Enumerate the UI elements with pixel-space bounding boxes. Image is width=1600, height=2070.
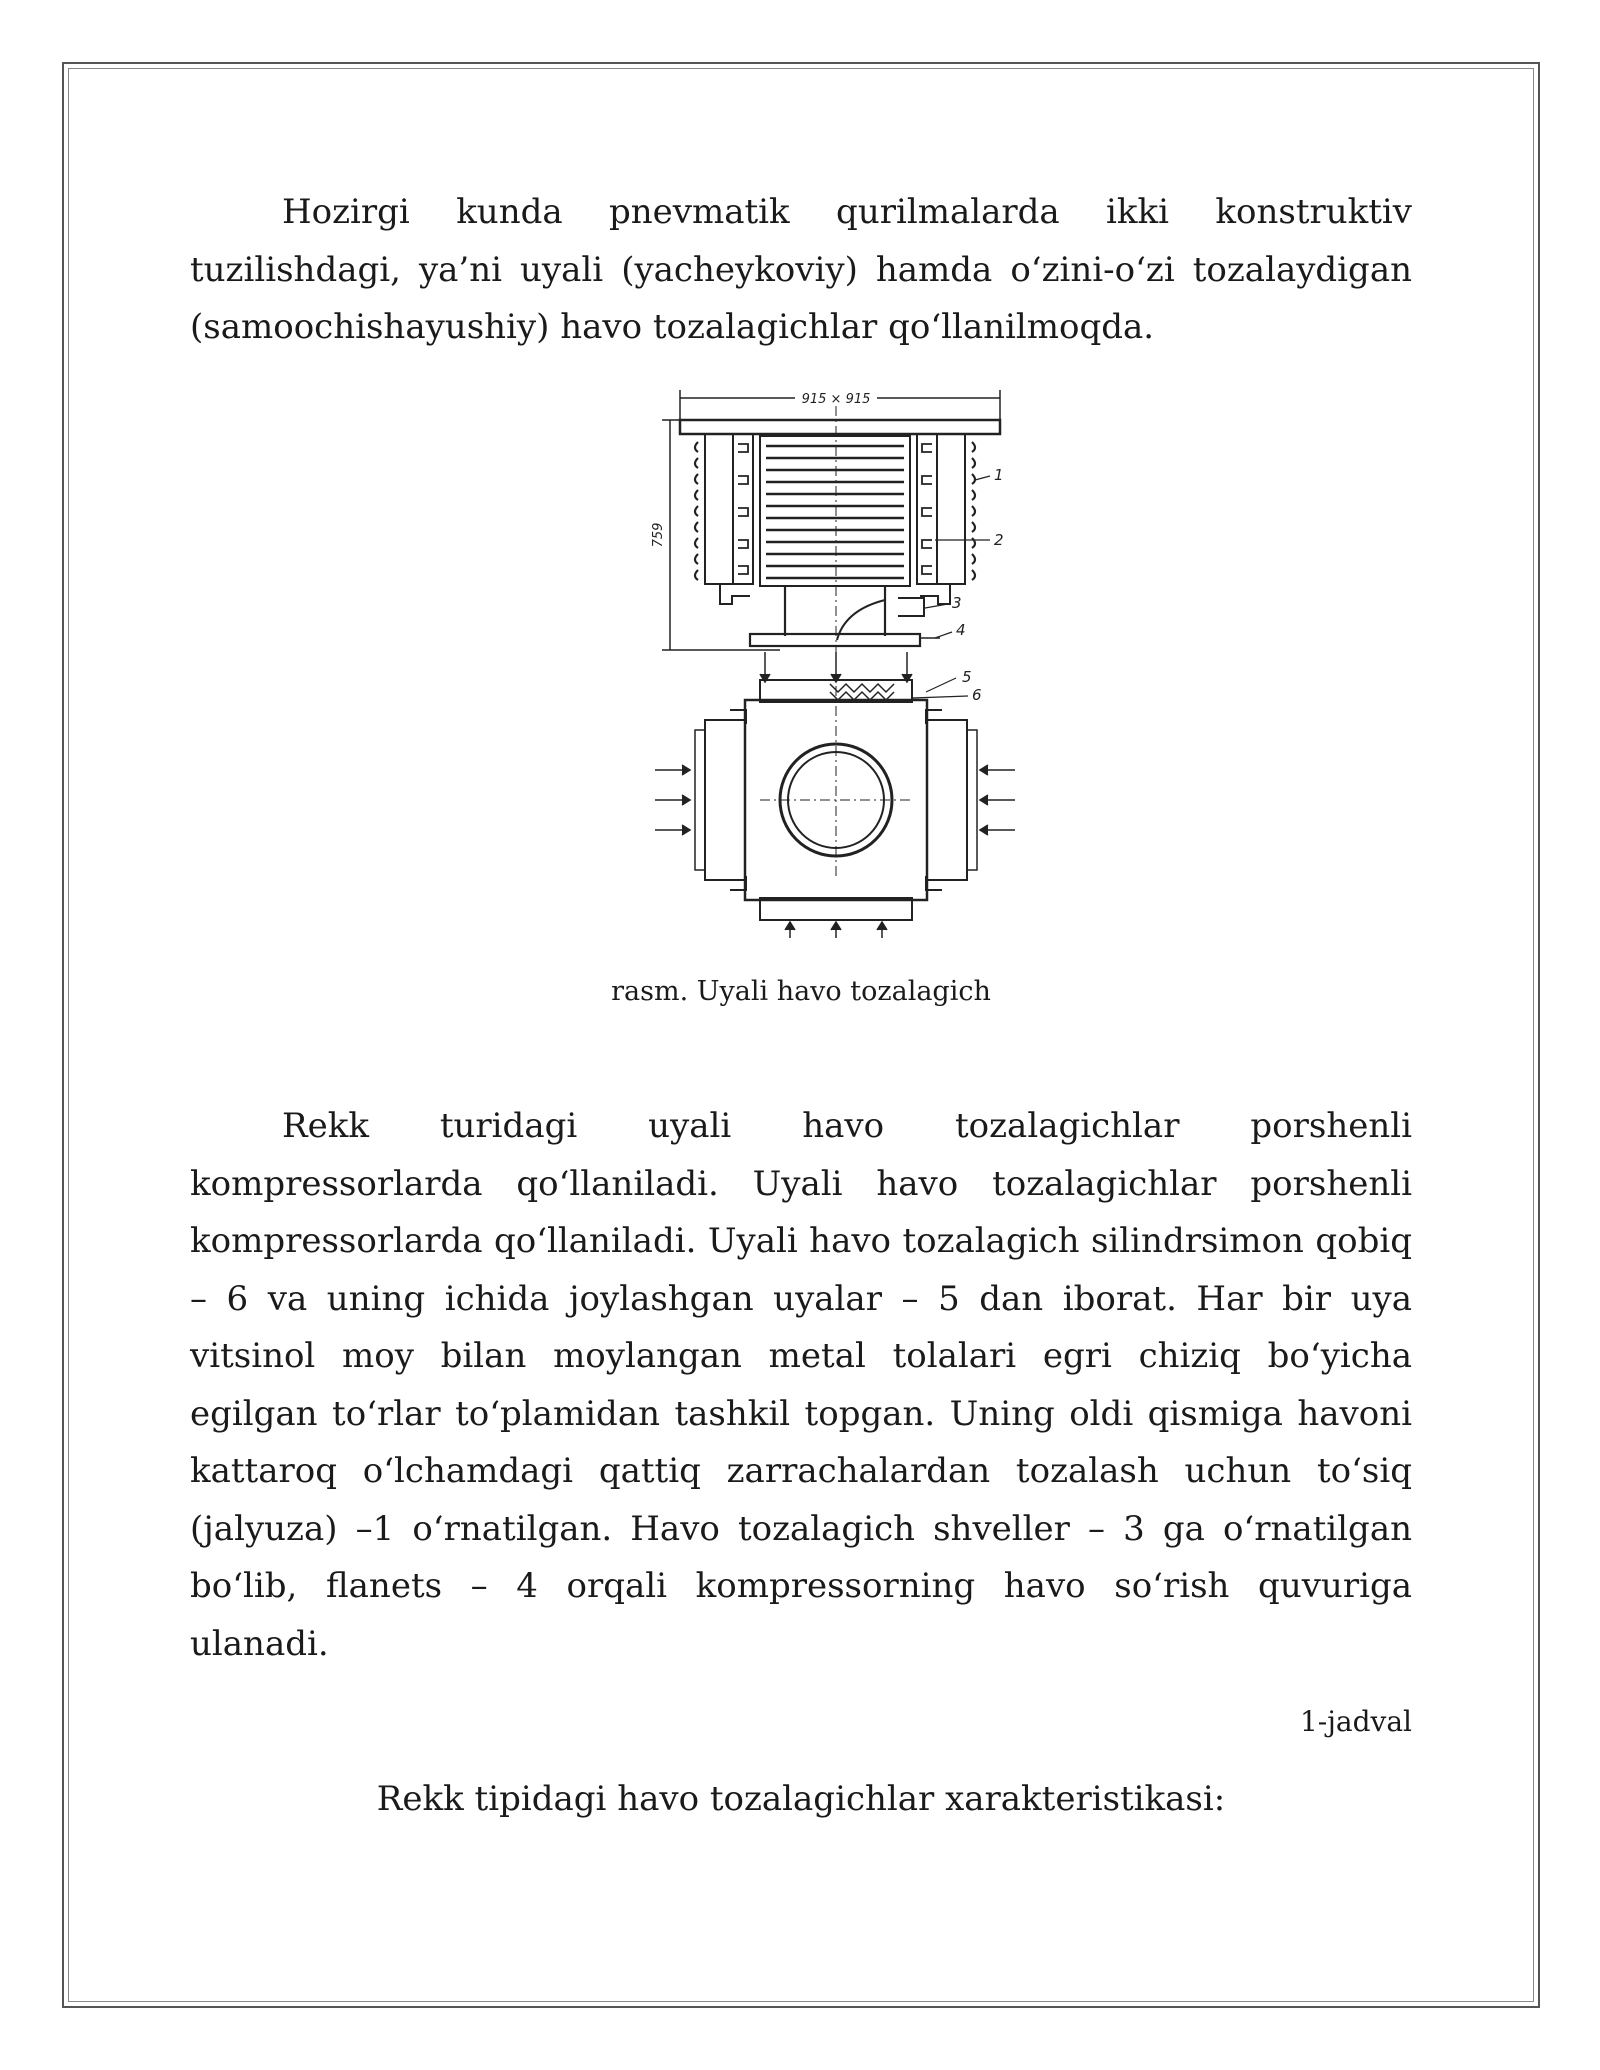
dimension-top-label: 915 × 915 (801, 392, 871, 407)
dimension-side-label: 759 (651, 522, 666, 548)
callout-6: 6 (972, 686, 982, 704)
callout-1: 1 (994, 466, 1004, 484)
callout-3: 3 (952, 594, 962, 612)
paragraph-intro: Hozirgi kunda pnevmatik qurilmalarda ikki konstruktiv tuzilishdagi, ya’ni uyali (yacheykoviy) hamda o‘zini-o‘zi tozalaydigan (samoochishayushiy) havo tozalagichlar qo‘llanilmoqda. (190, 192, 1412, 347)
air-filter-figure (650, 380, 1020, 940)
callout-4: 4 (956, 621, 966, 639)
paragraph-description: Rekk turidagi uyali havo tozalagichlar porshenli kompressorlarda qo‘llaniladi. Uyali havo tozalagichlar porshenli kompressorlarda qo‘llaniladi. Uyali havo tozalagich silindrsimon qobiq – 6 va uning ichida joylashgan uyalar – 5 dan iborat. Har bir uya vitsinol moy bilan moylangan metal tolalari egri chiziq bo‘yicha egilgan to‘rlar to‘plamidan tashkil topgan. Uning oldi qismiga havoni kattaroq o‘lchamdagi qattiq zarrachalardan tozalash uchun to‘siq (jalyuza) –1 o‘rnatilgan. Havo tozalagich shveller – 3 ga o‘rnatilgan bo‘lib, flanets – 4 orqali kompressorning havo so‘rish quvuriga ulanadi. (190, 1106, 1412, 1664)
air-filter-drawing (650, 380, 1020, 940)
table-title: Rekk tipidagi havo tozalagichlar xarakteristikasi: (376, 1779, 1226, 1819)
callout-2: 2 (994, 531, 1004, 549)
figure-caption: rasm. Uyali havo tozalagich (611, 976, 991, 1007)
callout-5: 5 (962, 668, 972, 686)
table-number: 1-jadval (1299, 1705, 1412, 1738)
